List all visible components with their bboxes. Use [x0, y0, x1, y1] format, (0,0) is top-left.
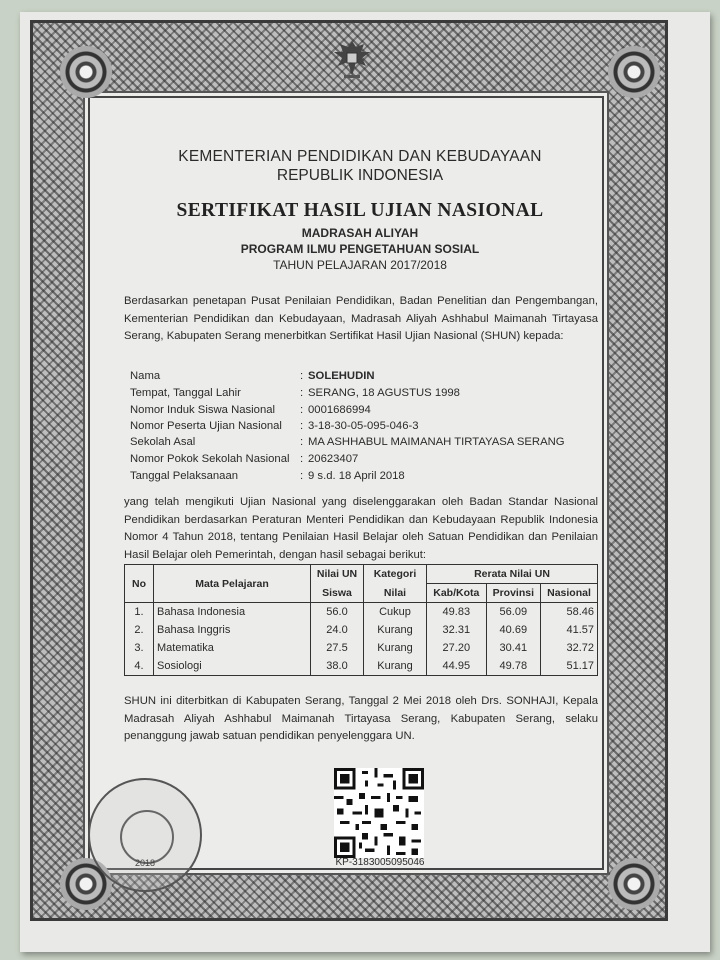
study-program: PROGRAM ILMU PENGETAHUAN SOSIAL: [240, 242, 480, 256]
legal-basis-paragraph: yang telah mengikuti Ujian Nasional yang diselenggarakan oleh Badan Standar Nasional Pendidikan berdasarkan Peraturan Menteri Pendidikan dan Kebudayaan Republik Indonesia Nomor 4 Tahun 2018, tentang Penilaian Hasil Belajar oleh Satuan Pendidikan dan Penilaian Hasil Belajar oleh Pemerintah, dengan hasil sebagai berikut:: [124, 496, 598, 561]
column-header-score: Nilai UN: [311, 565, 364, 584]
field-value: 20623407: [308, 453, 359, 465]
field-label: Nama: [130, 370, 161, 382]
table-row: 2. Bahasa Inggris 24.0 Kurang 32.31 40.69 41.57: [125, 621, 598, 639]
qr-code-icon: [334, 768, 424, 858]
column-header-category-sub: Nilai: [364, 584, 427, 603]
table-row: 4. Sosiologi 38.0 Kurang 44.95 49.78 51.17: [125, 657, 598, 676]
nisn-row: Nomor Induk Siswa Nasional : 0001686994: [130, 404, 371, 416]
student-name-row: Nama : SOLEHUDIN: [130, 370, 375, 382]
field-label: Nomor Peserta Ujian Nasional: [130, 420, 282, 432]
column-header-no: No: [125, 565, 154, 603]
school-level: MADRASAH ALIYAH: [301, 226, 419, 240]
field-value: 0001686994: [308, 404, 371, 416]
intro-paragraph: Berdasarkan penetapan Pusat Penilaian Pendidikan, Badan Penelitian dan Pengembangan, Kementerian Pendidikan dan Kebudayaan, Madrasah Aliyah Ashhabul Maimanah Tirtayasa Serang, Kabupaten Serang menerbitkan Sertifikat Hasil Ujian Nasional (SHUN) kepada:: [124, 295, 598, 342]
issuance-paragraph: SHUN ini diterbitkan di Kabupaten Serang, Tanggal 2 Mei 2018 oleh Drs. SONHAJI, Kepala Madrasah Aliyah Ashhabul Maimanah Tirtayasa Serang, Kabupaten Serang, selaku penanggung jawab satuan pendidikan penyelenggara UN.: [124, 695, 598, 742]
ministry-name: KEMENTERIAN PENDIDIKAN DAN KEBUDAYAAN: [178, 148, 542, 165]
column-header-average: Rerata Nilai UN: [427, 565, 598, 584]
field-value: 3-18-30-05-095-046-3: [308, 420, 419, 432]
stamp-emblem-icon: [120, 810, 174, 864]
qr-serial-number: KP-3183005095046: [335, 857, 425, 868]
field-value: 9 s.d. 18 April 2018: [308, 470, 405, 482]
school-row: Sekolah Asal : MA ASHHABUL MAIMANAH TIRTAYASA SERANG: [130, 436, 565, 448]
field-value: SOLEHUDIN: [308, 370, 375, 382]
column-header-kab: Kab/Kota: [427, 584, 487, 603]
academic-year: TAHUN PELAJARAN 2017/2018: [273, 258, 447, 272]
exam-date-row: Tanggal Pelaksanaan : 9 s.d. 18 April 2018: [130, 470, 405, 482]
school-stamp: [88, 778, 202, 892]
column-header-category: Kategori: [364, 565, 427, 584]
column-header-prov: Provinsi: [486, 584, 540, 603]
column-header-nas: Nasional: [540, 584, 597, 603]
certificate-title: SERTIFIKAT HASIL UJIAN NASIONAL: [176, 200, 544, 221]
birth-row: Tempat, Tanggal Lahir : SERANG, 18 AGUSTUS 1998: [130, 387, 460, 399]
field-label: Nomor Pokok Sekolah Nasional: [130, 453, 290, 465]
field-label: Nomor Induk Siswa Nasional: [130, 404, 276, 416]
field-label: Tanggal Pelaksanaan: [130, 470, 239, 482]
column-header-subject: Mata Pelajaran: [154, 565, 311, 603]
table-row: 3. Matematika 27.5 Kurang 27.20 30.41 32.72: [125, 639, 598, 657]
npsn-row: Nomor Pokok Sekolah Nasional : 20623407: [130, 453, 359, 465]
field-value: MA ASHHABUL MAIMANAH TIRTAYASA SERANG: [308, 436, 565, 448]
stamp-year: 2018: [134, 858, 156, 868]
score-table: [124, 564, 598, 676]
field-value: SERANG, 18 AGUSTUS 1998: [308, 387, 460, 399]
field-label: Sekolah Asal: [130, 436, 196, 448]
table-row: 1. Bahasa Indonesia 56.0 Cukup 49.83 56.09 58.46: [125, 603, 598, 622]
republic-name: REPUBLIK INDONESIA: [276, 167, 444, 184]
column-header-score-sub: Siswa: [311, 584, 364, 603]
field-label: Tempat, Tanggal Lahir: [130, 387, 241, 399]
exam-number-row: Nomor Peserta Ujian Nasional : 3-18-30-05-095-046-3: [130, 420, 419, 432]
